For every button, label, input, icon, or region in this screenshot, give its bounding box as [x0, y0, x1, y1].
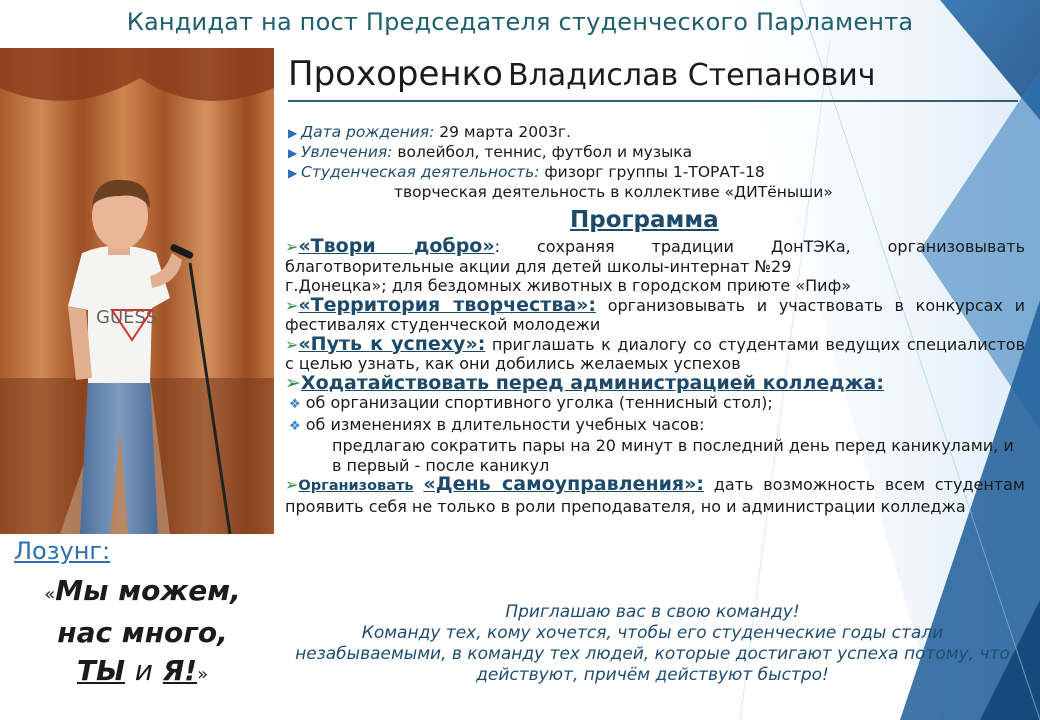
chevron-arrow-icon: ➢	[285, 371, 301, 394]
program-title: Программа	[570, 207, 719, 233]
program-item-text: дать возможность всем студентам проявить себя не только в роли преподавателя, но и администрации колледжа	[285, 475, 1025, 516]
info-birth	[288, 123, 1028, 143]
program-item-text: приглашать к диалогу со студентами ведущих специалистов с целью узнать, как они добились желаемых успехов	[285, 334, 1026, 373]
program-item	[285, 475, 1025, 516]
program-item	[285, 332, 1026, 374]
program-item-title: «Твори добро»	[298, 235, 495, 257]
triangle-right-icon: ▶	[288, 166, 298, 180]
page-title: Кандидат на пост Председателя студенческого Парламента	[126, 8, 914, 36]
birth-label: Дата рождения:	[301, 123, 435, 141]
candidate-name	[288, 54, 1018, 102]
program-item-title: Ходатайствовать перед администрацией колледжа:	[300, 371, 884, 394]
sub-item	[285, 415, 1025, 437]
program-item-title: «День самоуправления»:	[423, 473, 704, 495]
program-item-text: организовывать и участвовать в конкурсах и фестивалях студенческой молодежи	[285, 295, 1026, 334]
diamond-bullet-icon: ❖	[289, 418, 301, 434]
program-item	[285, 237, 1025, 276]
hobbies-value: волейбол, теннис, футбол и музыка	[392, 143, 693, 161]
svg-text:GUESS: GUESS	[96, 307, 158, 328]
candidate-given-names: Владислав Степанович	[508, 58, 876, 93]
candidate-surname: Прохоренко	[288, 54, 503, 94]
candidate-photo	[0, 48, 274, 534]
sub-item-text: об изменениях в длительности учебных часов:	[305, 414, 705, 434]
open-quote: «	[44, 584, 56, 605]
triangle-right-icon: ▶	[288, 146, 298, 160]
program-item	[285, 293, 1026, 335]
program-item-text-2: г.Донецка»; для бездомных животных в городском приюте «Пиф»	[285, 276, 852, 295]
info-hobbies	[288, 143, 1028, 163]
program-item-title: «Путь к успеху»:	[298, 332, 486, 355]
slogan-text	[10, 572, 275, 694]
sub-item-detail: предлагаю сократить пары на 20 минут в последний день перед каникулами, и в первый - после каникул	[332, 436, 1014, 475]
slogan-line-2: нас много,	[57, 616, 228, 649]
hobbies-label: Увлечения:	[301, 143, 393, 161]
birth-value: 29 марта 2003г.	[434, 123, 571, 141]
sub-item-text: об организации спортивного уголка (теннисный стол);	[305, 393, 773, 412]
triangle-right-icon: ▶	[288, 126, 298, 140]
program-item	[285, 371, 1025, 394]
slogan-line-1: Мы можем,	[55, 574, 241, 607]
program-item-text: : сохраняя традиции ДонТЭКа, организовывать благотворительные акции для детей школы-интернат №29	[285, 237, 1025, 276]
slogan-you: ТЫ	[76, 654, 126, 687]
program-item-title: «Территория творчества»:	[298, 293, 597, 316]
activity-value-2: творческая деятельность в коллективе «ДИТёныши»	[394, 183, 833, 201]
candidate-info	[288, 123, 1028, 202]
sub-item	[285, 393, 1025, 415]
activity-value: физорг группы 1-ТОРАТ-18	[539, 163, 765, 181]
closing-message	[285, 602, 1020, 686]
program-list	[285, 237, 1025, 516]
chevron-arrow-icon: ➢	[285, 237, 299, 256]
info-activity	[288, 163, 1028, 183]
closing-line-1: Приглашаю вас в свою команду!	[505, 602, 800, 622]
chevron-arrow-icon: ➢	[285, 295, 299, 315]
program-item-lead: Организовать	[298, 478, 414, 494]
slogan-me: Я!	[162, 654, 198, 687]
chevron-arrow-icon: ➢	[285, 334, 299, 354]
chevron-arrow-icon: ➢	[285, 475, 299, 494]
close-quote: »	[197, 664, 209, 685]
closing-line-2: Команду тех, кому хочется, чтобы его студенческие годы стали незабываемыми, в команду тех людей, которые достигают успеха потому, что действуют, причём действуют быстро!	[295, 623, 1010, 685]
activity-label: Студенческая деятельность:	[301, 163, 540, 181]
slogan-label: Лозунг:	[14, 537, 111, 565]
slogan-and: и	[134, 654, 153, 687]
diamond-bullet-icon: ❖	[289, 397, 301, 412]
